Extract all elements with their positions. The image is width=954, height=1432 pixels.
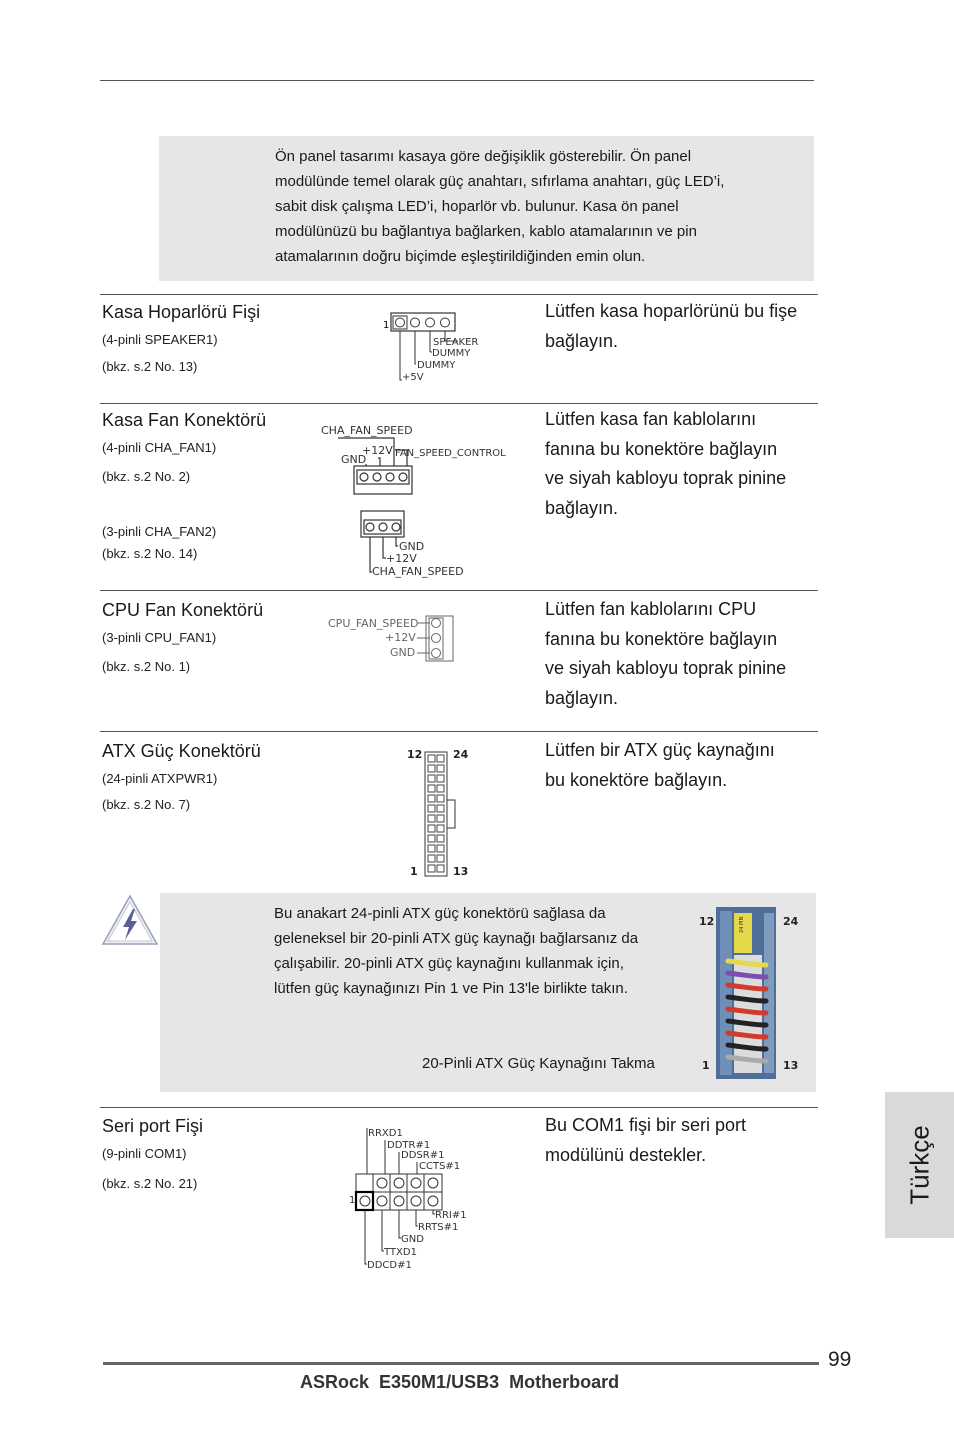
ddtr1-label: DDTR#1	[387, 1140, 431, 1151]
atx-pin	[428, 825, 435, 832]
chafan2-diagram	[358, 508, 468, 580]
serial-diagram	[345, 1122, 475, 1272]
atx-pin	[437, 805, 444, 812]
svg-text:24 PIN: 24 PIN	[739, 916, 745, 933]
photo-pin1-label: 1	[702, 1059, 710, 1072]
footer-rule	[103, 1362, 819, 1365]
gnd-label: GND	[390, 646, 416, 659]
speaker-diagram	[380, 310, 510, 385]
atx-pin	[437, 825, 444, 832]
chafan1-diagram	[318, 420, 528, 500]
speaker-desc	[545, 297, 797, 356]
desc-line: Bu COM1 fişi bir seri port	[545, 1115, 747, 1135]
chafan2-pins: (3-pinli CHA_FAN2)	[102, 524, 217, 539]
pin1-label: 1	[383, 320, 390, 331]
atx-pin	[428, 835, 435, 842]
chafan1-ref: (bkz. s.2 No. 2)	[102, 469, 191, 484]
desc-line: ve siyah kabloyu toprak pinine	[545, 468, 787, 488]
atx-20pin-photo	[694, 903, 814, 1083]
atx-diagram	[400, 742, 480, 882]
atx-pin	[437, 785, 444, 792]
photo-pin24-label: 24	[783, 915, 799, 928]
section-rule	[100, 403, 818, 404]
rrxd1-label: RRXD1	[368, 1128, 403, 1139]
atx-pin	[437, 865, 444, 872]
atx-pin12-label: 12	[407, 748, 423, 761]
atx-pin	[428, 805, 435, 812]
gnd-label: GND	[399, 540, 425, 553]
atx-pin	[428, 845, 435, 852]
atx-pin	[437, 765, 444, 772]
atx-pin	[428, 775, 435, 782]
section-rule	[100, 1107, 818, 1108]
desc-line: Lütfen kasa hoparlörünü bu fişe	[545, 301, 798, 321]
rrts1-label: RRTS#1	[418, 1222, 459, 1233]
ddcd1-label: DDCD#1	[367, 1260, 412, 1271]
desc-line: fanına bu konektöre bağlayın	[545, 628, 778, 649]
atx-title: ATX Güç Konektörü	[102, 741, 261, 761]
atx-pin	[428, 755, 435, 762]
gnd-label: GND	[341, 453, 367, 466]
dummy-pin-label: DUMMY	[432, 348, 471, 359]
ttxd1-label: TTXD1	[384, 1247, 417, 1258]
atx-pin24-label: 24	[453, 748, 469, 761]
desc-line: bu konektöre bağlayın.	[545, 769, 728, 790]
speaker-pin-label: SPEAKER	[433, 337, 479, 348]
atx-pin	[428, 855, 435, 862]
chafan2-ref: (bkz. s.2 No. 14)	[102, 546, 198, 561]
atx-ref: (bkz. s.2 No. 7)	[102, 797, 191, 812]
rri1-label: RRI#1	[435, 1210, 467, 1221]
desc-line: bağlayın.	[545, 497, 619, 518]
atx-warning-note	[160, 893, 816, 1092]
speaker-pins: (4-pinli SPEAKER1)	[102, 332, 218, 347]
atx-pin	[437, 835, 444, 842]
serial-pins: (9-pinli COM1)	[102, 1146, 187, 1161]
atx-pin	[428, 785, 435, 792]
ccts1-label: CCTS#1	[419, 1161, 461, 1172]
atx-pin	[428, 765, 435, 772]
warning-line: çalışabilir. 20-pinli ATX güç kaynağını kullanmak için,	[274, 955, 624, 972]
atx-pin	[437, 775, 444, 782]
section-rule	[100, 590, 818, 591]
12v-label: +12V	[385, 631, 416, 644]
warning-line: Bu anakart 24-pinli ATX güç konektörü sağlasa da	[274, 905, 606, 922]
atx-pin	[428, 815, 435, 822]
cpufan-pins: (3-pinli CPU_FAN1)	[102, 630, 217, 645]
language-tab	[885, 1092, 954, 1238]
photo-pin13-label: 13	[783, 1059, 799, 1072]
desc-line: Lütfen fan kablolarını CPU	[545, 599, 757, 619]
note-line: modülünde temel olarak güç anahtarı, sıfırlama anahtarı, güç LED’i,	[275, 173, 725, 190]
warning-line: geleneksel bir 20-pinli ATX güç kaynağı bağlarsanız da	[274, 930, 639, 947]
chafan1-pins: (4-pinli CHA_FAN1)	[102, 440, 217, 455]
atx-desc	[545, 736, 775, 795]
top-rule	[100, 80, 814, 81]
cpu-fan-speed-label: CPU_FAN_SPEED	[328, 617, 419, 630]
dummy-pin-label: DUMMY	[417, 360, 456, 371]
cpufan-ref: (bkz. s.2 No. 1)	[102, 659, 191, 674]
language-tab-label: Türkçe	[904, 1125, 934, 1205]
atx-pin	[437, 845, 444, 852]
note-line: Ön panel tasarımı kasaya göre değişiklik gösterebilir. Ön panel	[275, 148, 692, 165]
desc-line: fanına bu konektöre bağlayın	[545, 438, 778, 459]
fan-speed-control-label: FAN_SPEED_CONTROL	[395, 448, 506, 459]
chafan-desc	[545, 405, 786, 523]
5v-pin-label: +5V	[402, 372, 424, 383]
atx-caption: 20-Pinli ATX Güç Kaynağını Takma	[422, 1055, 655, 1072]
footer-product: ASRock E350M1/USB3 Motherboard	[300, 1372, 620, 1392]
warning-icon	[100, 893, 160, 948]
atx-pin	[437, 815, 444, 822]
atx-pin1-label: 1	[410, 865, 418, 878]
desc-line: modülünü destekler.	[545, 1144, 707, 1165]
desc-line: Lütfen bir ATX güç kaynağını	[545, 740, 775, 760]
section-rule	[100, 294, 818, 295]
desc-line: bağlayın.	[545, 687, 619, 708]
serial-pin1-label: 1	[349, 1195, 356, 1206]
cha-fan-speed-label: CHA_FAN_SPEED	[321, 424, 413, 437]
cha-fan-speed-label: CHA_FAN_SPEED	[372, 565, 464, 578]
note-line: atamalarının doğru biçimde eşleştirildiğinden emin olun.	[275, 248, 646, 265]
12v-label: +12V	[386, 552, 417, 565]
atx-pin	[437, 855, 444, 862]
section-rule	[100, 731, 818, 732]
serial-desc	[545, 1111, 746, 1170]
atx-pins: (24-pinli ATXPWR1)	[102, 771, 218, 786]
gnd-label: GND	[401, 1234, 424, 1245]
atx-pin13-label: 13	[453, 865, 469, 878]
chafan-title: Kasa Fan Konektörü	[102, 410, 267, 430]
note-line: sabit disk çalışma LED’i, hoparlör vb. bulunur. Kasa ön panel	[275, 198, 679, 215]
cpufan-diagram	[326, 612, 461, 664]
desc-line: ve siyah kabloyu toprak pinine	[545, 658, 787, 678]
serial-ref: (bkz. s.2 No. 21)	[102, 1176, 198, 1191]
page-number: 99	[828, 1348, 852, 1371]
front-panel-note	[159, 136, 814, 281]
12v-label: +12V	[362, 444, 393, 457]
desc-line: bağlayın.	[545, 330, 619, 351]
note-line: modülünüzü bu bağlantıya bağlarken, kablo atamalarının ve pin	[275, 223, 697, 240]
photo-pin12-label: 12	[699, 915, 715, 928]
warning-line: lütfen güç kaynağınızı Pin 1 ve Pin 13'le birlikte takın.	[274, 980, 628, 997]
serial-title: Seri port Fişi	[102, 1116, 204, 1136]
atx-pin	[428, 865, 435, 872]
desc-line: Lütfen kasa fan kablolarını	[545, 409, 757, 429]
atx-pin	[437, 755, 444, 762]
atx-pin	[428, 795, 435, 802]
cpufan-desc	[545, 595, 786, 713]
ddsr1-label: DDSR#1	[401, 1150, 445, 1161]
atx-pin	[437, 795, 444, 802]
speaker-title: Kasa Hoparlörü Fişi	[102, 302, 261, 322]
speaker-ref: (bkz. s.2 No. 13)	[102, 359, 198, 374]
cpufan-title: CPU Fan Konektörü	[102, 600, 264, 620]
